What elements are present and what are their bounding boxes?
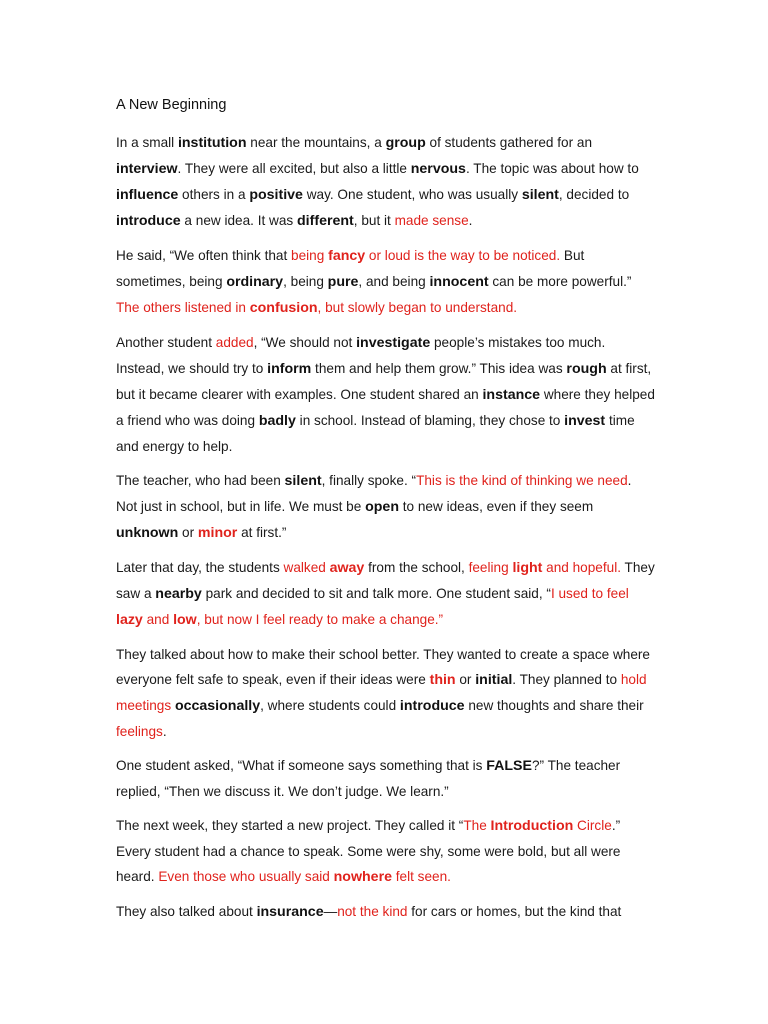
text-segment: .	[162, 724, 167, 739]
keyword: innocent	[429, 274, 489, 290]
text-segment: One student asked, “What if someone says something that is	[116, 758, 487, 773]
text-segment: Later that day, the students	[116, 560, 284, 575]
text-segment: where they helped a friend who was doing	[116, 387, 655, 428]
document-page	[116, 93, 656, 934]
keyword: institution	[177, 135, 247, 151]
text-segment: —	[323, 904, 338, 919]
text-segment: from the school,	[364, 560, 469, 575]
text-segment: or	[178, 525, 198, 540]
text-segment: But sometimes, being	[116, 248, 585, 289]
text-segment: , and being	[358, 274, 430, 289]
text-segment: , “We should not	[253, 335, 357, 350]
keyword: inform	[267, 361, 312, 377]
keyword: interview	[116, 161, 178, 177]
keyword: influence	[116, 187, 179, 203]
text-segment: They saw a	[116, 560, 655, 601]
highlighted-keyword: minor	[197, 525, 238, 541]
keyword: introduce	[116, 213, 181, 229]
highlighted-phrase: The others listened in	[116, 300, 250, 315]
highlighted-phrase: and hopeful.	[542, 560, 621, 575]
paragraph	[116, 130, 656, 234]
text-segment: for cars or homes, but the kind that	[407, 904, 622, 919]
paragraph	[116, 753, 656, 804]
paragraph	[116, 330, 656, 459]
text-segment: others in a	[178, 187, 250, 202]
keyword: insurance	[256, 904, 324, 920]
document-body	[116, 130, 656, 925]
text-segment: or	[455, 672, 476, 687]
text-segment: at first, but it became clearer with examples. One student shared an	[116, 361, 652, 402]
highlighted-phrase: felt seen.	[391, 869, 451, 884]
paragraph	[116, 468, 656, 546]
paragraph	[116, 813, 656, 890]
highlighted-keyword: lazy	[116, 612, 143, 628]
highlighted-keyword: nowhere	[333, 869, 392, 885]
highlighted-phrase: added	[215, 335, 254, 350]
keyword: silent	[521, 187, 559, 203]
text-segment: They also talked about	[116, 904, 257, 919]
keyword: open	[365, 499, 399, 515]
highlighted-phrase: and	[142, 612, 174, 627]
highlighted-phrase: , but slowly began to understand.	[317, 300, 518, 315]
text-segment: .” Every student had a chance to speak. Some were shy, some were bold, but all were heard.	[116, 818, 621, 884]
text-segment: , but it	[353, 213, 395, 228]
text-segment: at first.”	[237, 525, 287, 540]
highlighted-phrase: Circle	[573, 818, 612, 833]
highlighted-phrase: being	[291, 248, 329, 263]
text-segment: in school. Instead of blaming, they chose to	[295, 413, 565, 428]
highlighted-phrase: hold meetings	[116, 672, 647, 713]
highlighted-keyword: fancy	[328, 248, 366, 264]
text-segment: near the mountains, a	[246, 135, 386, 150]
text-segment: They talked about how to make their school better. They wanted to create a space where everyone felt safe to speak, even if their ideas were	[116, 647, 650, 687]
highlighted-phrase: , but now I feel ready to make a change.”	[196, 612, 444, 627]
text-segment: , decided to	[558, 187, 630, 202]
text-segment: new thoughts and share their	[464, 698, 644, 713]
keyword: introduce	[399, 698, 465, 714]
highlighted-keyword: Introduction	[490, 818, 574, 834]
highlighted-phrase: feeling	[468, 560, 513, 575]
text-segment: park and decided to sit and talk more. One student said, “	[201, 586, 551, 601]
text-segment: , where students could	[260, 698, 400, 713]
keyword: pure	[327, 274, 359, 290]
keyword: investigate	[356, 335, 431, 351]
highlighted-phrase: or loud is the way to be noticed.	[365, 248, 561, 263]
keyword: unknown	[116, 525, 179, 541]
highlighted-keyword: confusion	[249, 300, 318, 316]
keyword: different	[297, 213, 354, 229]
text-segment: .	[468, 213, 473, 228]
highlighted-phrase: This is the kind of thinking we need	[416, 473, 628, 488]
highlighted-phrase: not the kind	[337, 904, 408, 919]
text-segment: time and energy to help.	[116, 413, 635, 454]
text-segment: , finally spoke. “	[321, 473, 417, 488]
paragraph	[116, 642, 656, 744]
highlighted-phrase: I used to feel	[550, 586, 629, 601]
highlighted-phrase: The	[463, 818, 491, 833]
text-segment: The next week, they started a new project. They called it “	[116, 818, 464, 833]
text-segment: to new ideas, even if they seem	[398, 499, 594, 514]
highlighted-keyword: light	[512, 560, 543, 576]
keyword: nervous	[410, 161, 466, 177]
text-segment: Another student	[116, 335, 216, 350]
text-segment: way. One student, who was usually	[302, 187, 522, 202]
keyword: initial	[475, 672, 513, 688]
text-segment: . They planned to	[512, 672, 621, 687]
keyword: rough	[566, 361, 607, 377]
paragraph	[116, 243, 656, 321]
text-segment: . Not just in school, but in life. We must be	[116, 473, 632, 514]
highlighted-phrase: walked	[283, 560, 330, 575]
text-segment: . They were all excited, but also a little	[177, 161, 411, 176]
paragraph	[116, 899, 656, 925]
keyword: silent	[284, 473, 322, 489]
text-segment: them and help them grow.” This idea was	[311, 361, 567, 376]
text-segment: people’s mistakes too much. Instead, we should try to	[116, 335, 606, 376]
text-segment: ?” The teacher replied, “Then we discuss it. We don’t judge. We learn.”	[116, 758, 621, 799]
highlighted-keyword: low	[173, 612, 197, 628]
highlighted-phrase: feelings	[116, 724, 163, 739]
text-segment: The teacher, who had been	[116, 473, 285, 488]
text-segment: a new idea. It was	[180, 213, 298, 228]
highlighted-phrase: made sense	[394, 213, 469, 228]
text-segment: In a small	[116, 135, 178, 150]
document-title: A New Beginning	[116, 97, 227, 113]
keyword: badly	[258, 413, 296, 429]
text-segment: of students gathered for an	[425, 135, 593, 150]
keyword: FALSE	[486, 758, 532, 774]
text-segment: He said, “We often think that	[116, 248, 292, 263]
keyword: invest	[564, 413, 606, 429]
keyword: group	[385, 135, 426, 151]
keyword: instance	[482, 387, 541, 403]
keyword: nearby	[155, 586, 202, 602]
keyword: occasionally	[174, 698, 261, 714]
text-segment: , being	[283, 274, 328, 289]
text-segment: . The topic was about how to	[465, 161, 639, 176]
paragraph	[116, 555, 656, 633]
keyword: ordinary	[226, 274, 284, 290]
keyword: positive	[249, 187, 303, 203]
text-segment: can be more powerful.”	[488, 274, 632, 289]
highlighted-keyword: away	[329, 560, 365, 576]
highlighted-keyword: thin	[429, 672, 456, 688]
highlighted-phrase: Even those who usually said	[158, 869, 334, 884]
